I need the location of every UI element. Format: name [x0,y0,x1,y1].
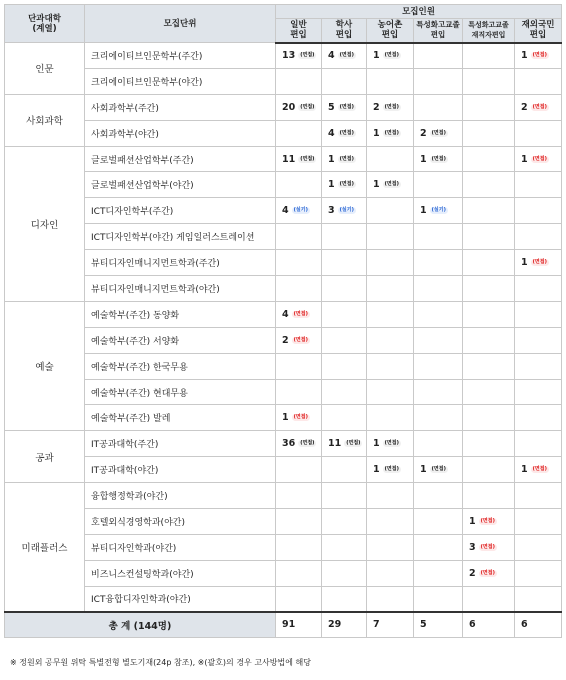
table-row [5,509,562,535]
unit-name: 호텔외식경영학과(야간) [85,509,276,535]
count-cell [463,560,515,586]
exam-method-badge: (면접) [300,155,315,162]
exam-method-badge: (면접) [532,259,547,266]
count-cell [276,94,322,120]
count-value: 4 [282,205,289,217]
count-cell [515,431,562,457]
count-value: 1 [420,464,427,476]
unit-name: 크리에이티브인문학부(야간) [85,68,276,94]
exam-method-badge: (면접) [293,336,308,343]
unit-name: ICT융합디자인학과(야간) [85,586,276,612]
college-cell: 미래플러스 [5,483,85,612]
unit-name: 뷰티디자인매니지먼트학과(주간) [85,250,276,276]
table-row [5,353,562,379]
count-value: 20 [282,101,296,113]
exam-method-badge: (면접) [431,466,446,473]
count-cell [414,509,463,535]
count-cell [515,560,562,586]
count-cell [463,198,515,224]
count-value: 1 [373,50,380,62]
count-value: 2 [373,101,380,113]
count-cell [515,276,562,302]
count-cell [414,172,463,198]
count-cell [276,431,322,457]
header-col-rural: 농어촌 편입 [367,19,414,43]
table-row [5,146,562,172]
unit-name: 사회과학부(야간) [85,120,276,146]
count-cell [463,224,515,250]
count-cell [515,224,562,250]
count-cell [463,120,515,146]
exam-method-badge: (면접) [384,440,399,447]
count-cell [414,353,463,379]
count-cell [367,586,414,612]
count-cell [276,43,322,69]
count-value: 1 [328,179,335,191]
count-cell [367,483,414,509]
count-cell [276,198,322,224]
table-header [5,5,562,43]
count-cell [414,301,463,327]
table-row [5,431,562,457]
exam-method-badge: (면접) [532,103,547,110]
count-cell [515,43,562,69]
count-cell [322,250,367,276]
exam-method-badge: (면접) [300,52,315,59]
count-cell [276,560,322,586]
unit-name: 예술학부(주간) 동양화 [85,301,276,327]
count-cell [414,457,463,483]
count-value: 2 [521,101,528,113]
unit-name: 뷰티디자인학과(야간) [85,534,276,560]
count-cell [515,457,562,483]
count-cell [322,327,367,353]
count-cell [367,457,414,483]
unit-name: 글로벌패션산업학부(주간) [85,146,276,172]
count-cell [367,224,414,250]
exam-method-badge: (면접) [384,52,399,59]
exam-method-badge: (실기) [293,207,308,214]
count-cell [367,276,414,302]
count-cell [367,327,414,353]
count-cell [515,198,562,224]
count-cell [414,379,463,405]
count-cell [414,276,463,302]
count-cell [322,586,367,612]
header-unit: 모집단위 [85,5,276,43]
count-cell [414,250,463,276]
count-cell [322,457,367,483]
count-value: 1 [521,50,528,62]
count-cell [367,250,414,276]
total-overseas: 6 [515,612,562,637]
table-row [5,198,562,224]
count-cell [414,534,463,560]
count-cell [463,68,515,94]
count-cell [515,120,562,146]
exam-method-badge: (면접) [293,310,308,317]
count-value: 1 [420,153,427,165]
count-cell [322,94,367,120]
count-cell [367,146,414,172]
count-value: 1 [373,438,380,450]
count-cell [367,68,414,94]
exam-method-badge: (면접) [431,129,446,136]
count-cell [414,120,463,146]
count-value: 4 [328,50,335,62]
recruitment-table [4,4,562,638]
count-value: 1 [328,153,335,165]
count-cell [515,353,562,379]
count-cell [463,431,515,457]
count-cell [276,327,322,353]
count-cell [515,327,562,353]
count-value: 2 [420,127,427,139]
count-value: 1 [420,205,427,217]
count-value: 4 [282,308,289,320]
table-row [5,534,562,560]
college-cell: 디자인 [5,146,85,301]
count-cell [515,379,562,405]
exam-method-badge: (면접) [384,181,399,188]
table-body [5,43,562,613]
count-value: 2 [282,334,289,346]
count-cell [322,353,367,379]
unit-name: 뷰티디자인매니지먼트학과(야간) [85,276,276,302]
count-cell [414,483,463,509]
count-cell [322,560,367,586]
count-cell [367,560,414,586]
count-cell [515,146,562,172]
count-value: 1 [373,464,380,476]
count-cell [276,276,322,302]
count-cell [322,483,367,509]
table-row [5,68,562,94]
count-value: 1 [282,412,289,424]
header-col-overseas: 재외국민 편입 [515,19,562,43]
count-cell [276,120,322,146]
count-cell [276,405,322,431]
count-cell [463,379,515,405]
count-cell [322,172,367,198]
exam-method-badge: (면접) [384,466,399,473]
header-col-vocational-employed: 특성화고교졸 재직자편입 [463,19,515,43]
count-cell [367,431,414,457]
count-value: 3 [469,541,476,553]
college-cell: 공과 [5,431,85,483]
exam-method-badge: (면접) [480,517,495,524]
count-cell [463,457,515,483]
count-cell [367,353,414,379]
count-cell [414,43,463,69]
count-value: 1 [521,153,528,165]
exam-method-badge: (면접) [431,155,446,162]
count-cell [322,405,367,431]
count-cell [322,43,367,69]
table-row [5,94,562,120]
total-label: 총 계 (144명) [5,612,276,637]
count-cell [414,94,463,120]
count-cell [367,198,414,224]
total-vocational: 5 [414,612,463,637]
count-cell [463,509,515,535]
count-cell [515,405,562,431]
count-cell [414,586,463,612]
unit-name: 크리에이티브인문학부(주간) [85,43,276,69]
total-general: 91 [276,612,322,637]
unit-name: IT공과대학(주간) [85,431,276,457]
count-value: 13 [282,50,296,62]
exam-method-badge: (면접) [339,155,354,162]
count-cell [276,146,322,172]
count-cell [276,250,322,276]
count-cell [367,405,414,431]
count-cell [515,483,562,509]
table-row [5,586,562,612]
table-row [5,276,562,302]
table-row [5,457,562,483]
count-value: 5 [328,101,335,113]
count-cell [367,509,414,535]
header-col-general: 일반 편입 [276,19,322,43]
count-cell [414,146,463,172]
total-row [5,612,562,637]
count-value: 4 [328,127,335,139]
count-cell [414,198,463,224]
unit-name: 예술학부(주간) 현대무용 [85,379,276,405]
exam-method-badge: (면접) [339,181,354,188]
count-cell [463,483,515,509]
exam-method-badge: (면접) [339,52,354,59]
count-value: 3 [328,205,335,217]
count-cell [322,301,367,327]
count-cell [414,405,463,431]
table-row [5,120,562,146]
count-cell [276,172,322,198]
exam-method-badge: (면접) [300,440,315,447]
unit-name: 예술학부(주간) 한국무용 [85,353,276,379]
table-row [5,379,562,405]
count-value: 2 [469,567,476,579]
count-cell [276,68,322,94]
unit-name: IT공과대학(야간) [85,457,276,483]
count-cell [322,534,367,560]
count-cell [463,146,515,172]
count-cell [367,301,414,327]
college-cell: 사회과학 [5,94,85,146]
total-bachelor: 29 [322,612,367,637]
count-value: 11 [282,153,296,165]
count-cell [276,353,322,379]
count-cell [322,198,367,224]
count-cell [367,43,414,69]
header-recruit: 모집인원 [276,5,562,19]
count-cell [463,43,515,69]
footnote: ※ 정원외 공무원 위탁 특별전형 별도기재(24p 참조), ※(괄호)의 경우 고사방법에 해당 [10,658,311,667]
count-cell [322,68,367,94]
count-value: 1 [373,179,380,191]
exam-method-badge: (면접) [346,440,361,447]
count-cell [414,224,463,250]
unit-name: 예술학부(주간) 발레 [85,405,276,431]
count-cell [322,509,367,535]
count-cell [515,250,562,276]
count-cell [322,120,367,146]
count-cell [276,224,322,250]
table-row [5,224,562,250]
exam-method-badge: (면접) [300,103,315,110]
count-cell [322,224,367,250]
count-cell [322,379,367,405]
count-cell [515,586,562,612]
table-row [5,43,562,69]
count-cell [463,353,515,379]
exam-method-badge: (면접) [293,414,308,421]
unit-name: 비즈니스컨설팅학과(야간) [85,560,276,586]
count-cell [515,172,562,198]
count-value: 36 [282,438,296,450]
exam-method-badge: (실기) [339,207,354,214]
count-cell [515,534,562,560]
unit-name: 글로벌패션산업학부(야간) [85,172,276,198]
count-cell [414,560,463,586]
exam-method-badge: (면접) [384,129,399,136]
exam-method-badge: (면접) [532,466,547,473]
count-value: 11 [328,438,342,450]
count-cell [463,534,515,560]
count-cell [463,327,515,353]
count-cell [276,457,322,483]
count-cell [367,94,414,120]
table-row [5,560,562,586]
unit-name: ICT디자인학부(주간) [85,198,276,224]
total-rural: 7 [367,612,414,637]
count-cell [367,534,414,560]
header-college: 단과대학 (계열) [5,5,85,43]
exam-method-badge: (면접) [532,155,547,162]
count-cell [463,405,515,431]
table-row [5,405,562,431]
count-cell [276,301,322,327]
count-cell [367,120,414,146]
count-cell [414,431,463,457]
exam-method-badge: (면접) [532,52,547,59]
count-cell [276,509,322,535]
exam-method-badge: (면접) [480,569,495,576]
count-value: 1 [469,515,476,527]
unit-name: 사회과학부(주간) [85,94,276,120]
count-cell [367,172,414,198]
count-cell [463,250,515,276]
college-cell: 인문 [5,43,85,95]
exam-method-badge: (면접) [339,129,354,136]
count-cell [463,586,515,612]
total-vocational-employed: 6 [463,612,515,637]
count-cell [276,483,322,509]
count-cell [276,379,322,405]
count-cell [515,301,562,327]
count-value: 1 [373,127,380,139]
count-cell [276,534,322,560]
count-cell [463,276,515,302]
count-value: 1 [521,257,528,269]
exam-method-badge: (면접) [339,103,354,110]
table-row [5,483,562,509]
count-cell [414,327,463,353]
count-value: 1 [521,464,528,476]
table-row [5,301,562,327]
count-cell [276,586,322,612]
count-cell [322,431,367,457]
count-cell [367,379,414,405]
count-cell [515,68,562,94]
count-cell [463,172,515,198]
exam-method-badge: (실기) [431,207,446,214]
exam-method-badge: (면접) [384,103,399,110]
count-cell [463,94,515,120]
unit-name: 예술학부(주간) 서양화 [85,327,276,353]
count-cell [515,94,562,120]
count-cell [322,146,367,172]
table-row [5,327,562,353]
table-row [5,250,562,276]
count-cell [322,276,367,302]
header-col-vocational: 특성화고교졸 편입 [414,19,463,43]
count-cell [414,68,463,94]
unit-name: ICT디자인학부(야간) 게임일러스트레이션 [85,224,276,250]
table-row [5,172,562,198]
college-cell: 예술 [5,301,85,430]
count-cell [463,301,515,327]
unit-name: 융합행정학과(야간) [85,483,276,509]
exam-method-badge: (면접) [480,543,495,550]
count-cell [515,509,562,535]
header-col-bachelor: 학사 편입 [322,19,367,43]
